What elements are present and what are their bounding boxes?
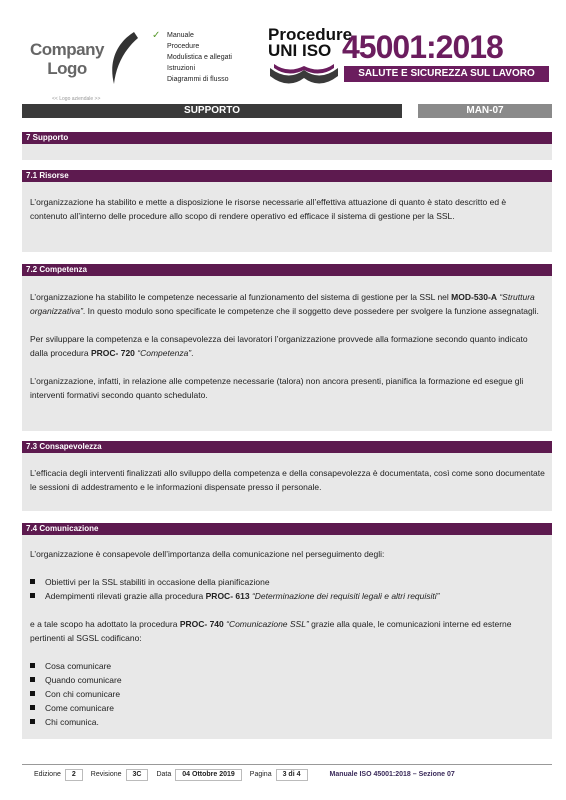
checklist-label: Procedure [167,43,200,50]
data-label: Data [156,771,172,778]
checkbox-empty [152,53,161,62]
checkbox-empty [152,64,161,73]
procedure-ref: PROC- 720 [90,348,135,358]
brand-line-1: Procedure [268,25,353,44]
checkmark-icon: ✓ [152,30,161,41]
checklist-item-modulistica[interactable] [152,52,232,63]
procedure-ref: PROC- 740 [179,619,224,629]
paragraph: L’organizzazione ha stabilito le competenze necessarie al funzionamento del sistema di gestione per la SSL nel MOD-530-A “Struttura organizzativa”. In questo modulo sono specificate le competenze che il soggetto deve possedere per svolgere la funzione assegnatagli. [30,292,539,316]
paragraph: L’organizzazione è consapevole dell’importanza della comunicazione nel perseguimento degli: [30,549,385,559]
data-value: 04 Ottobre 2019 [175,769,242,781]
checklist-label: Diagrammi di flusso [167,76,229,83]
bullet-icon [30,719,35,724]
bullet-icon [30,593,35,598]
checkbox-empty [152,42,161,51]
section-7-4-text [30,547,545,729]
checklist-item-diagrammi[interactable] [152,74,232,85]
procedure-title: “Competenza” [134,348,192,358]
paragraph: Per sviluppare la competenza e la consapevolezza dei lavoratori l’organizzazione provvede alla formazione secondo quanto indicato dalla procedura PROC- 720 “Competenza”. [30,334,528,358]
section-7-3-heading: 7.3 Consapevolezza [22,441,552,453]
document-type-checklist [152,30,232,85]
checklist-label: Manuale [167,32,194,39]
objectives-list [30,575,545,603]
list-item: Quando comunicare [30,673,545,687]
section-7-1-heading: 7.1 Risorse [22,170,552,182]
section-title-bar: SUPPORTO [22,104,402,118]
list-item: Con chi comunicare [30,687,545,701]
logo-line-1: Company [30,40,104,59]
checklist-item-manuale[interactable] [152,30,232,41]
edizione-label: Edizione [34,771,61,778]
brand-header [266,26,556,86]
procedure-ref: PROC- 613 [205,591,250,601]
revisione-value: 3C [126,769,149,781]
page-footer [34,769,554,781]
module-title: “Struttura organizzativa” [30,292,535,316]
pagina-label: Pagina [249,771,272,778]
logo-caption: << Logo aziendale >> [52,96,101,102]
section-7-4-heading: 7.4 Comunicazione [22,523,552,535]
procedure-title: “Comunicazione SSL” [223,619,309,629]
manual-section-label: Manuale ISO 45001:2018 – Sezione 07 [329,771,455,778]
list-item: Cosa comunicare [30,659,545,673]
brand-tagline: SALUTE E SICUREZZA SUL LAVORO [344,66,549,82]
bullet-icon [30,691,35,696]
bullet-icon [30,579,35,584]
logo-text [30,40,104,78]
paragraph: L’organizzazione, infatti, in relazione alle competenze necessarie (talora) non ancora presenti, pianifica la formazione ed esegue gli interventi formativi secondo quanto schedulato. [30,376,524,400]
list-item: Obiettivi per la SSL stabiliti in occasione della pianificazione [30,575,545,589]
pagina-value: 3 di 4 [276,769,308,781]
brand-line-2: UNI ISO [268,41,332,60]
communication-list [30,659,545,729]
paragraph: L’organizzazione ha stabilito e mette a disposizione le risorse necessarie all’effettiva attuazione di quanto è stato descritto ed è contenuto all’interno delle procedure allo scopo di rendere operativo ed efficace il sistema di gestione per la SSL. [30,197,507,221]
checklist-label: Istruzioni [167,65,196,72]
module-ref: MOD-530-A [451,292,497,302]
bullet-icon [30,705,35,710]
checklist-item-procedure[interactable] [152,41,232,52]
paragraph: L’efficacia degli interventi finalizzati allo sviluppo della competenza e della consapevolezza è documentata, così come sono documentate le sessioni di addestramento e le informazioni dispensate presso il personale. [30,468,545,492]
procedure-title: “Determinazione dei requisiti legali e altri requisiti” [249,591,440,601]
section-7-3-text [30,466,545,494]
paragraph: e a tale scopo ha adottato la procedura PROC- 740 “Comunicazione SSL” grazie alla quale, le comunicazioni interne ed esterne pertinenti al SGSL codificano: [30,619,512,643]
checklist-item-istruzioni[interactable] [152,63,232,74]
section-7-heading: 7 Supporto [22,132,552,144]
section-7-body [22,144,552,160]
section-7-1-text [30,195,545,223]
company-logo [22,26,132,88]
bullet-icon [30,663,35,668]
list-item: Come comunicare [30,701,545,715]
brand-number: 45001:2018 [342,29,503,65]
list-item: Chi comunica. [30,715,545,729]
checkbox-empty [152,75,161,84]
footer-divider [22,764,552,765]
brand-waves-icon [268,62,340,84]
document-code: MAN-07 [418,104,552,118]
bullet-icon [30,677,35,682]
section-7-2-text [30,290,545,402]
logo-line-2: Logo [47,59,87,78]
edizione-value: 2 [65,769,83,781]
logo-swoosh-icon [104,30,140,86]
revisione-label: Revisione [90,771,122,778]
section-7-2-heading: 7.2 Competenza [22,264,552,276]
list-item: Adempimenti rilevati grazie alla procedura PROC- 613 “Determinazione dei requisiti legali e altri requisiti” [30,589,545,603]
checklist-label: Modulistica e allegati [167,54,232,61]
